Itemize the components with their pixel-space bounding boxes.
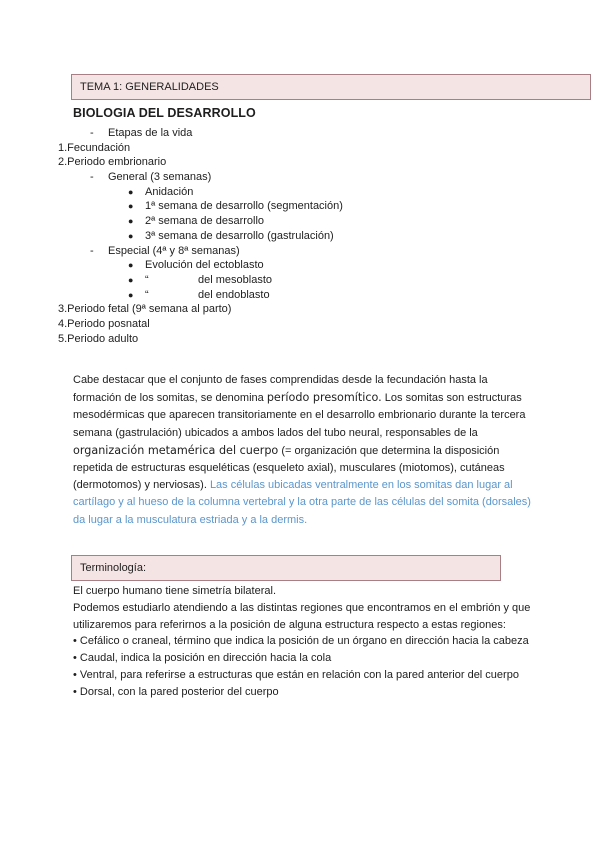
outline-item [72, 126, 343, 141]
outline-item: 2.Periodo embrionario [58, 156, 167, 169]
section-header-label: TEMA 1: GENERALIDADES [80, 81, 219, 93]
outline-item: 5.Periodo adulto [58, 332, 139, 345]
emphasized-term: período presomítico. [266, 391, 382, 405]
outline-subitem [72, 214, 343, 229]
outline-item: 3.Periodo fetal (9ª semana al parto) [58, 303, 232, 316]
bullet-dot-icon: ● [128, 274, 134, 285]
terminology-label: Terminología: [80, 562, 147, 574]
bullet-dot-icon: ● [128, 230, 134, 241]
terminology-content [73, 583, 533, 701]
bullet-dot-icon: ● [128, 201, 134, 212]
bullet-dot-icon: ● [128, 289, 134, 300]
bullet-dot-icon: ● [128, 260, 134, 271]
outline-subitem [72, 199, 343, 214]
terminology-line: • Dorsal, con la pared posterior del cuerpo [73, 685, 279, 698]
terminology-line: El cuerpo humano tiene simetría bilateral. [73, 585, 276, 597]
terminology-line: • Ventral, para referirse a estructuras que están en relación con la pared anterior del cuerpo [73, 668, 519, 681]
outline-text: General (3 semanas) [108, 171, 212, 184]
section-header-box [71, 74, 591, 100]
outline-text: 1ª semana de desarrollo (segmentación) [145, 200, 343, 213]
paragraph-text: (= organización que determina la disposición repetida de estructuras esqueléticas (esqueleto axial), musculares (miotomos), cutáneas (dermotomos) y nerviosas). [73, 444, 505, 492]
outline-subitem [72, 229, 343, 244]
outline-item: 1.Fecundación [58, 141, 131, 154]
outline-text: Anidación [145, 185, 194, 198]
terminology-line: Podemos estudiarlo atendiendo a las distintas regiones que encontramos en el embrión y que utilizaremos para referirnos a la posición de alguna estructura respecto a estas regiones: [73, 601, 531, 631]
outline-item [72, 244, 343, 259]
terminology-line: • Cefálico o craneal, término que indica la posición de un órgano en dirección hacia la cabeza [73, 635, 529, 648]
terminology-header-box [71, 555, 501, 581]
ditto-mark: “ [145, 273, 149, 286]
dash-bullet: - [90, 171, 94, 184]
dash-bullet: - [90, 127, 94, 139]
outline-item [72, 170, 343, 185]
terminology-line: • Caudal, indica la posición en dirección hacia la cola [73, 652, 332, 665]
outline-text: Evolución del ectoblasto [145, 259, 264, 272]
life-stages-outline [58, 126, 343, 346]
outline-text: del endoblasto [198, 288, 270, 301]
outline-text: 2ª semana de desarrollo [145, 215, 265, 228]
outline-item: 4.Periodo posnatal [58, 317, 150, 330]
outline-subitem [72, 288, 343, 303]
outline-subitem [72, 185, 343, 200]
outline-text: Especial (4ª y 8ª semanas) [108, 244, 240, 257]
outline-subitem [72, 258, 343, 273]
paragraph-text: Cabe destacar que el conjunto de fases comprendidas desde la fecundación hasta la formación de los somitas, se denomina [73, 374, 488, 405]
outline-text: Etapas de la vida [108, 127, 193, 139]
outline-subitem [72, 273, 343, 288]
somites-paragraph [73, 372, 535, 529]
bullet-dot-icon: ● [128, 186, 134, 197]
bullet-dot-icon: ● [128, 216, 134, 227]
ditto-mark: “ [145, 288, 149, 301]
highlighted-text: Las células ubicadas ventralmente en los somitas dan lugar al cartílago y al hueso de la columna vertebral y la otra parte de las células del somita (dorsales) da lugar a la musculatura estriada y a la dermis. [73, 479, 531, 526]
dash-bullet: - [90, 244, 94, 257]
outline-text: del mesoblasto [198, 273, 272, 286]
paragraph-text: Los somitas son estructuras mesodérmicas que aparecen transitoriamente en el desarrollo embrionario durante la tercera semana (gastrulación) ubicados a ambos lados del tubo neural, responsables de la [73, 392, 526, 439]
emphasized-term: organización metamérica del cuerpo [73, 443, 279, 457]
page-title: BIOLOGIA DEL DESARROLLO [73, 106, 256, 120]
outline-text: 3ª semana de desarrollo (gastrulación) [145, 229, 334, 242]
